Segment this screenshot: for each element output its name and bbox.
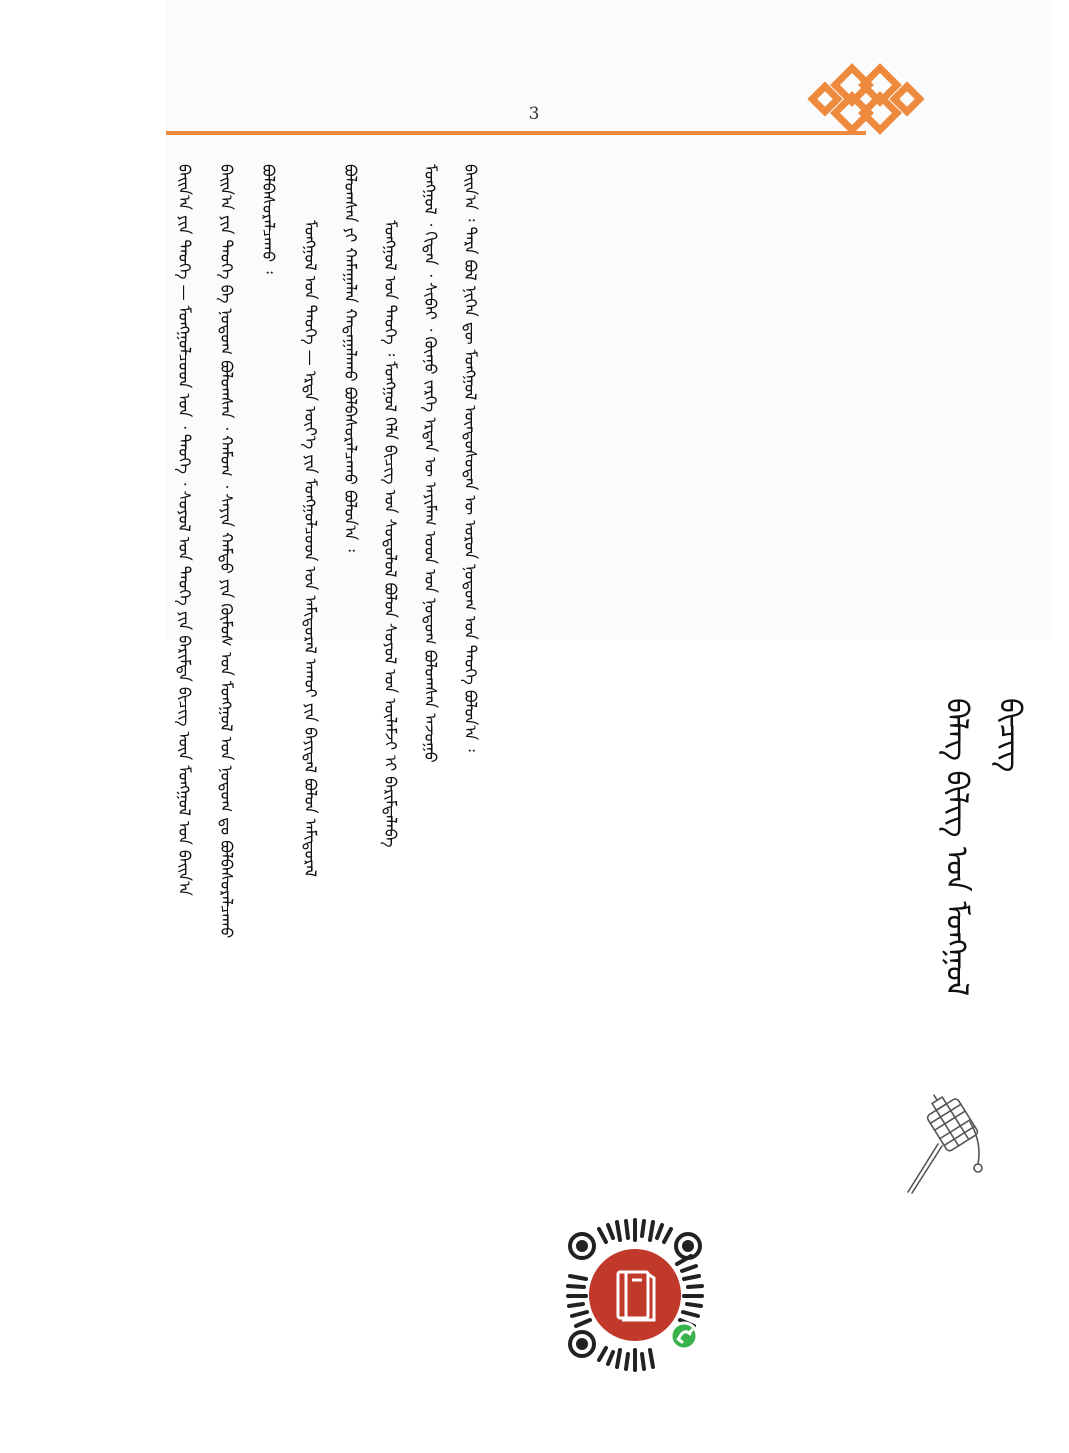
mini-program-code-icon[interactable]	[556, 1216, 714, 1374]
page-number: 3	[528, 104, 540, 124]
prayer-wheel-icon	[900, 1082, 992, 1198]
body-column: ᠪᠣᠯᠪᠠᠰᠤᠷᠠᠯᠴᠠᠬᠤ ᠄	[259, 164, 278, 274]
body-column: ᠪᠠᠢᠨ᠎ᠠ ᠄ ᠲᠡᠷᠡ ᠪᠣᠯ ᠨᠢᠭᠡᠨ ᠳᠥ ᠮᠣᠩᠭᠣᠯ ᠦᠨᠳᠦᠰᠦᠲᠡᠨ ᠦ ᠣᠷᠣᠨ ᠨᠤᠲᠤᠭ ᠤᠨ ᠲᠡᠦᠬᠡ ᠪᠣᠯᠤᠨ᠎ᠠ ᠄	[461, 164, 480, 752]
header-rule	[166, 131, 866, 135]
body-column: ᠪᠣᠯᠤᠭᠰᠠᠨ ᠶᠢ ᠬᠠᠮᠠᠭᠠᠯᠠᠨ ᠬᠠᠳᠠᠭᠠᠯᠠᠬᠤ ᠪᠣᠯᠪᠠᠰᠤᠷᠠᠯᠴᠠᠬᠤ ᠪᠣᠯᠤᠨ᠎ᠠ ᠄	[341, 164, 360, 552]
body-column: ᠮᠣᠩᠭᠣᠯ ᠤᠨ ᠲᠡᠦᠬᠡ ᠄ ᠮᠣᠩᠭᠣᠯ ᠬᠡᠯᠡ ᠪᠢᠴᠢᠭ ᠤᠨ ᠰᠤᠳᠤᠯᠤᠯ ᠪᠣᠯᠤᠨ ᠰᠣᠶᠣᠯ ᠤᠨ ᠦᠯᠡᠮᠵᠢ ᠢ ᠪᠠᠷᠢᠮᠲᠠᠯᠠᠪᠠ	[381, 220, 400, 848]
body-column: ᠪᠠᠢᠨ᠎ᠠ ᠶᠢᠨ ᠲᠡᠦᠬᠡ — ᠮᠣᠩᠭᠣᠯᠴᠤᠳ ᠤᠨ ᠂ ᠲᠡᠦᠬᠡ ᠂ ᠰᠣᠶᠣᠯ ᠤᠨ ᠲᠡᠦᠬᠡ ᠶᠢᠨ ᠪᠠᠷᠢᠮᠲᠠ ᠪᠢᠴᠢᠭ ᠦᠨ ᠮᠣᠩᠭᠣᠯ ᠤᠨ ᠪᠠᠢᠨ᠎ᠠ	[175, 164, 194, 896]
body-column: ᠪᠠᠢᠨ᠎ᠠ ᠶᠢᠨ ᠲᠡᠦᠬᠡ ᠪᠠ ᠨᠤᠲᠤᠭ ᠪᠣᠯᠤᠭᠰᠠᠨ ᠂ ᠬᠠᠮᠤᠭ ᠂ ᠰᠠᠶᠢᠨ ᠬᠠᠮᠲᠤ ᠶᠢᠨ ᠬᠦᠮᠦᠰ ᠤᠨ ᠮᠣᠩᠭᠣᠯ ᠤᠨ ᠨᠤᠲᠤᠭ ᠳᠤ ᠪᠣᠯᠪᠠᠰᠤᠷᠠᠯᠴᠠᠬᠤ	[217, 164, 236, 939]
body-column: ᠮᠣᠩᠭᠣᠯ ᠂ ᠬᠢᠲᠠᠨ ᠂ ᠰᠢᠪᠡᠢ ᠂ ᠬᠦᠨᠨᠦ ᠵᠡᠷᠭᠡ ᠡᠷᠲᠡᠨ ᠦ ᠠᠶᠢᠮᠠᠭ ᠤᠳ ᠤᠨ ᠨᠤᠲᠤᠭ ᠪᠣᠯᠤᠭᠰᠠᠨ ᠠᠵᠤᠭᠤ	[421, 164, 440, 763]
body-column: ᠮᠣᠩᠭᠣᠯ ᠤᠨ ᠲᠡᠦᠬᠡ — ᠡᠷᠲᠡ ᠦᠶ᠎ᠡ ᠶᠢᠨ ᠮᠣᠩᠭᠣᠯᠴᠤᠳ ᠤᠨ ᠠᠮᠢᠳᠤᠷᠠᠯ ᠠᠬᠤᠢ ᠶᠢᠨ ᠪᠠᠶᠢᠳᠠᠯ ᠪᠣᠯᠤᠨ ᠠᠮᠢᠳᠤᠷᠠᠯ	[301, 220, 320, 877]
page-title: ᠪᠡᠯᠡᠭ ᠪᠢᠯᠢᠭ ᠤᠨ ᠮᠣᠩᠭᠣᠯ ᠪᠢᠴᠢᠭ	[939, 698, 1027, 997]
